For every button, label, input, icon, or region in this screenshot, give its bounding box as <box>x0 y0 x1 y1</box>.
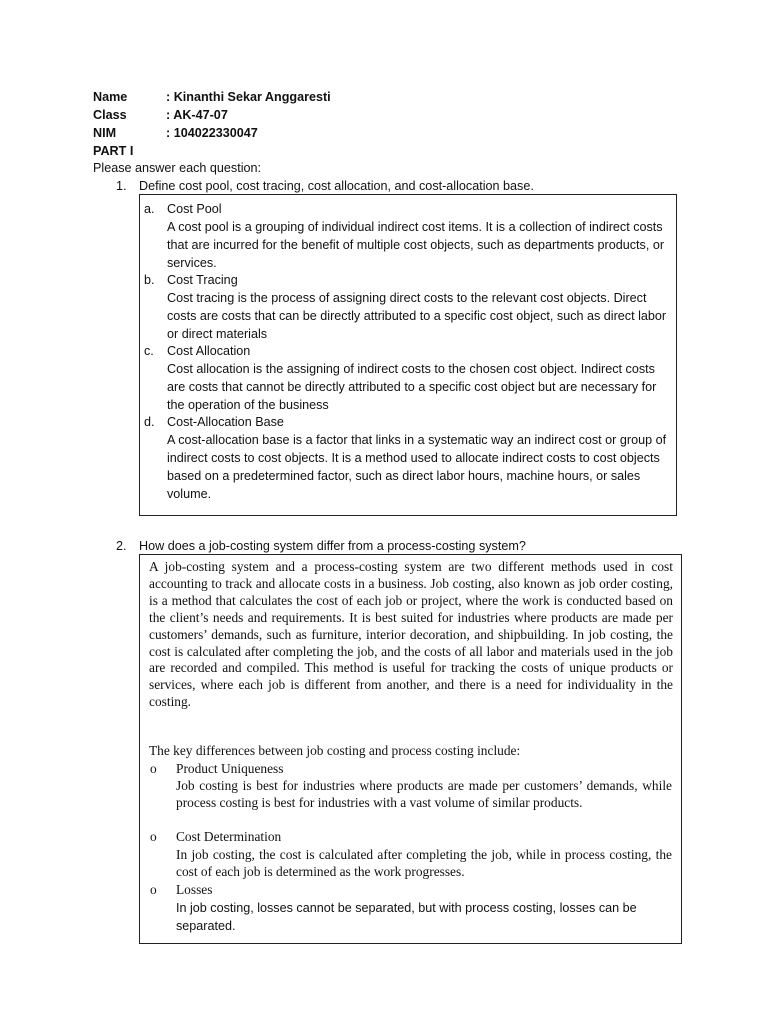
q1-item-c-title: Cost Allocation <box>167 344 251 358</box>
q2-intro-paragraph: A job-costing system and a process-costing system are two different methods used in cost accounting to track and allocate costs in a business. Job costing, also known as job order costing, is a method that calculates the cost of each job or project, where the work is conducted based on the client’s needs and requirements. It is best suited for industries where products are made per customers’ demands, such as furniture, interior decoration, and shipbuilding. In job costing, the cost is calculated after completing the job, and the costs of all labor and materials used in the job are recorded and compiled. This method is useful for tracking the costs of unique products or services, where each job is different from another, and there is a need for individuality in the costing. <box>149 559 673 710</box>
q1-answer-box <box>139 194 677 516</box>
bullet-marker: o <box>150 882 157 897</box>
q1-item-d-letter: d. <box>144 415 155 429</box>
class-row <box>93 106 228 124</box>
q2-bullet-2-body: In job costing, the cost is calculated after completing the job, while in process costing, the cost of each job is determined as the work progresses. <box>176 847 672 879</box>
q2-bullet-3-title: Losses <box>176 882 213 897</box>
q1-item-b-letter: b. <box>144 273 155 287</box>
q2-bullet-2-title: Cost Determination <box>176 829 282 844</box>
nim-value: : 104022330047 <box>166 126 258 140</box>
q1-item-d-title: Cost-Allocation Base <box>167 415 284 429</box>
q1-item-a-letter: a. <box>144 202 155 216</box>
q2-question: How does a job-costing system differ from a process-costing system? <box>139 539 526 553</box>
bullet-marker: o <box>150 829 157 844</box>
q1-question: Define cost pool, cost tracing, cost allocation, and cost-allocation base. <box>139 179 534 193</box>
q2-key-differences-intro: The key differences between job costing and process costing include: <box>149 743 521 758</box>
name-label: Name <box>93 90 128 104</box>
nim-label: NIM <box>93 126 117 140</box>
q2-bullet-1-body: Job costing is best for industries where products are made per customers’ demands, while process costing is best for industries with a vast volume of similar products. <box>176 778 672 810</box>
q1-number: 1. <box>116 179 127 193</box>
name-value: : Kinanthi Sekar Anggaresti <box>166 90 331 104</box>
q1-item-d-body: A cost-allocation base is a factor that links in a systematic way an indirect cost or group of indirect costs to cost objects. It is a method used to allocate indirect costs to cost objects based on a predetermined factor, such as direct labor hours, machine hours, or sales volume. <box>167 433 667 501</box>
q2-number: 2. <box>116 539 127 553</box>
q1-item-b-body: Cost tracing is the process of assigning direct costs to the relevant cost objects. Direct costs are costs that can be directly attributed to a specific cost object, such as direct labor or direct materials <box>167 291 667 341</box>
q1-item-a-body: A cost pool is a grouping of individual indirect cost items. It is a collection of indirect costs that are incurred for the benefit of multiple cost objects, such as departments products, or services. <box>167 220 665 270</box>
class-label: Class <box>93 108 127 122</box>
part-heading: PART I <box>93 144 134 158</box>
instruction-text: Please answer each question: <box>93 161 262 175</box>
q1-item-c-body: Cost allocation is the assigning of indirect costs to the chosen cost object. Indirect costs are costs that cannot be directly attributed to a specific cost object but are necessary for the operation of the business <box>167 362 657 412</box>
name-row <box>93 88 331 106</box>
q1-item-a-title: Cost Pool <box>167 202 222 216</box>
class-value: : AK-47-07 <box>166 108 228 122</box>
q1-item-c-letter: c. <box>144 344 154 358</box>
q2-bullet-3-body: In job costing, losses cannot be separated, but with process costing, losses can be separated. <box>176 901 637 933</box>
q2-bullet-1-title: Product Uniqueness <box>176 761 284 776</box>
q1-item-b-title: Cost Tracing <box>167 273 238 287</box>
bullet-marker: o <box>150 761 157 776</box>
q2-answer-box <box>139 554 682 944</box>
nim-row <box>93 124 258 142</box>
